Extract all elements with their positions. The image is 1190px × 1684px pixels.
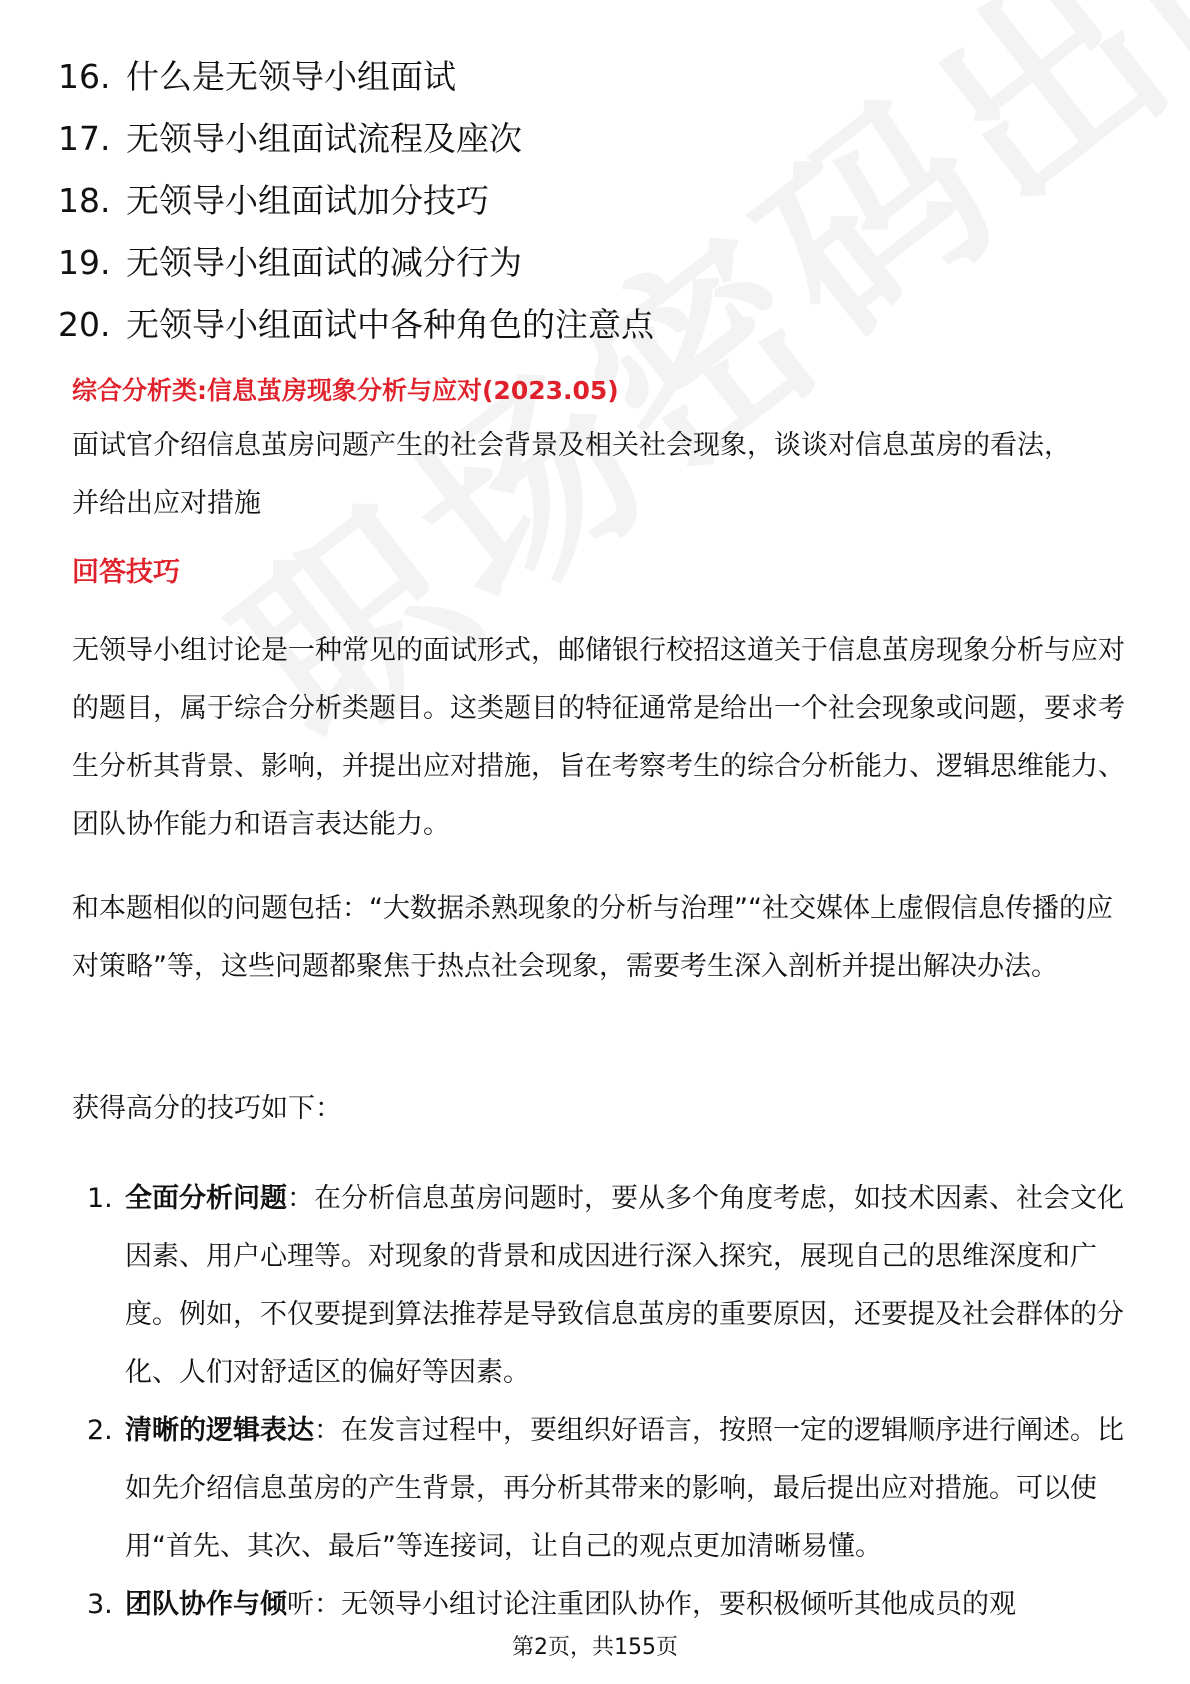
- section-title: 综合分析类:信息茧房现象分析与应对(2023.05): [72, 376, 619, 405]
- toc-item: [58, 114, 654, 176]
- table-of-contents: [58, 52, 654, 362]
- tips-list: [72, 1170, 1132, 1634]
- toc-item-text: 无领导小组面试中各种角色的注意点: [126, 305, 654, 344]
- toc-item: [58, 52, 654, 114]
- tips-intro: 获得高分的技巧如下：: [72, 1093, 342, 1124]
- toc-item: [58, 238, 654, 300]
- toc-item-text: 无领导小组面试的减分行为: [126, 243, 522, 282]
- toc-item-number: 18.: [58, 181, 111, 220]
- toc-item: [58, 300, 654, 362]
- tip-item: [72, 1402, 1132, 1576]
- question-text: 面试官介绍信息茧房问题产生的社会背景及相关社会现象，谈谈对信息茧房的看法，并给出应对措施: [72, 430, 1071, 519]
- answer-heading: 回答技巧: [72, 557, 180, 588]
- page-footer: 第2页，共155页: [512, 1635, 678, 1660]
- toc-item-text: 什么是无领导小组面试: [126, 57, 456, 96]
- toc-item-number: 20.: [58, 305, 111, 344]
- toc-item-text: 无领导小组面试加分技巧: [126, 181, 489, 220]
- tip-title: 全面分析问题: [125, 1183, 287, 1214]
- tip-number: 2.: [87, 1415, 113, 1446]
- toc-item-number: 19.: [58, 243, 111, 282]
- tip-number: 3.: [87, 1589, 113, 1620]
- tip-text: ：在分析信息茧房问题时，要从多个角度考虑，如技术因素、社会文化因素、用户心理等。对现象的背景和成因进行深入探究，展现自己的思维深度和广度。例如，不仅要提到算法推荐是导致信息茧房的重要原因，还要提及社会群体的分化、人们对舒适区的偏好等因素。: [125, 1183, 1124, 1388]
- tip-number: 1.: [87, 1183, 113, 1214]
- toc-item-number: 16.: [58, 57, 111, 96]
- toc-item-number: 17.: [58, 119, 111, 158]
- toc-item-text: 无领导小组面试流程及座次: [126, 119, 522, 158]
- tip-text: ：在发言过程中，要组织好语言，按照一定的逻辑顺序进行阐述。比如先介绍信息茧房的产生背景，再分析其带来的影响，最后提出应对措施。可以使用“首先、其次、最后”等连接词，让自己的观点更加清晰易懂。: [125, 1415, 1124, 1562]
- tip-item: [72, 1576, 1132, 1634]
- tip-title: 团队协作与倾: [125, 1589, 287, 1620]
- tip-title: 清晰的逻辑表达: [125, 1415, 314, 1446]
- toc-item: [58, 176, 654, 238]
- tip-text: 听：无领导小组讨论注重团队协作，要积极倾听其他成员的观: [287, 1589, 1016, 1620]
- similar-questions-paragraph: 和本题相似的问题包括：“大数据杀熟现象的分析与治理”“社交媒体上虚假信息传播的应对策略”等，这些问题都聚焦于热点社会现象，需要考生深入剖析并提出解决办法。: [72, 893, 1113, 982]
- answer-paragraph: 无领导小组讨论是一种常见的面试形式，邮储银行校招这道关于信息茧房现象分析与应对的题目，属于综合分析类题目。这类题目的特征通常是给出一个社会现象或问题，要求考生分析其背景、影响，并提出应对措施，旨在考察考生的综合分析能力、逻辑思维能力、团队协作能力和语言表达能力。: [72, 635, 1125, 840]
- tip-item: [72, 1170, 1132, 1402]
